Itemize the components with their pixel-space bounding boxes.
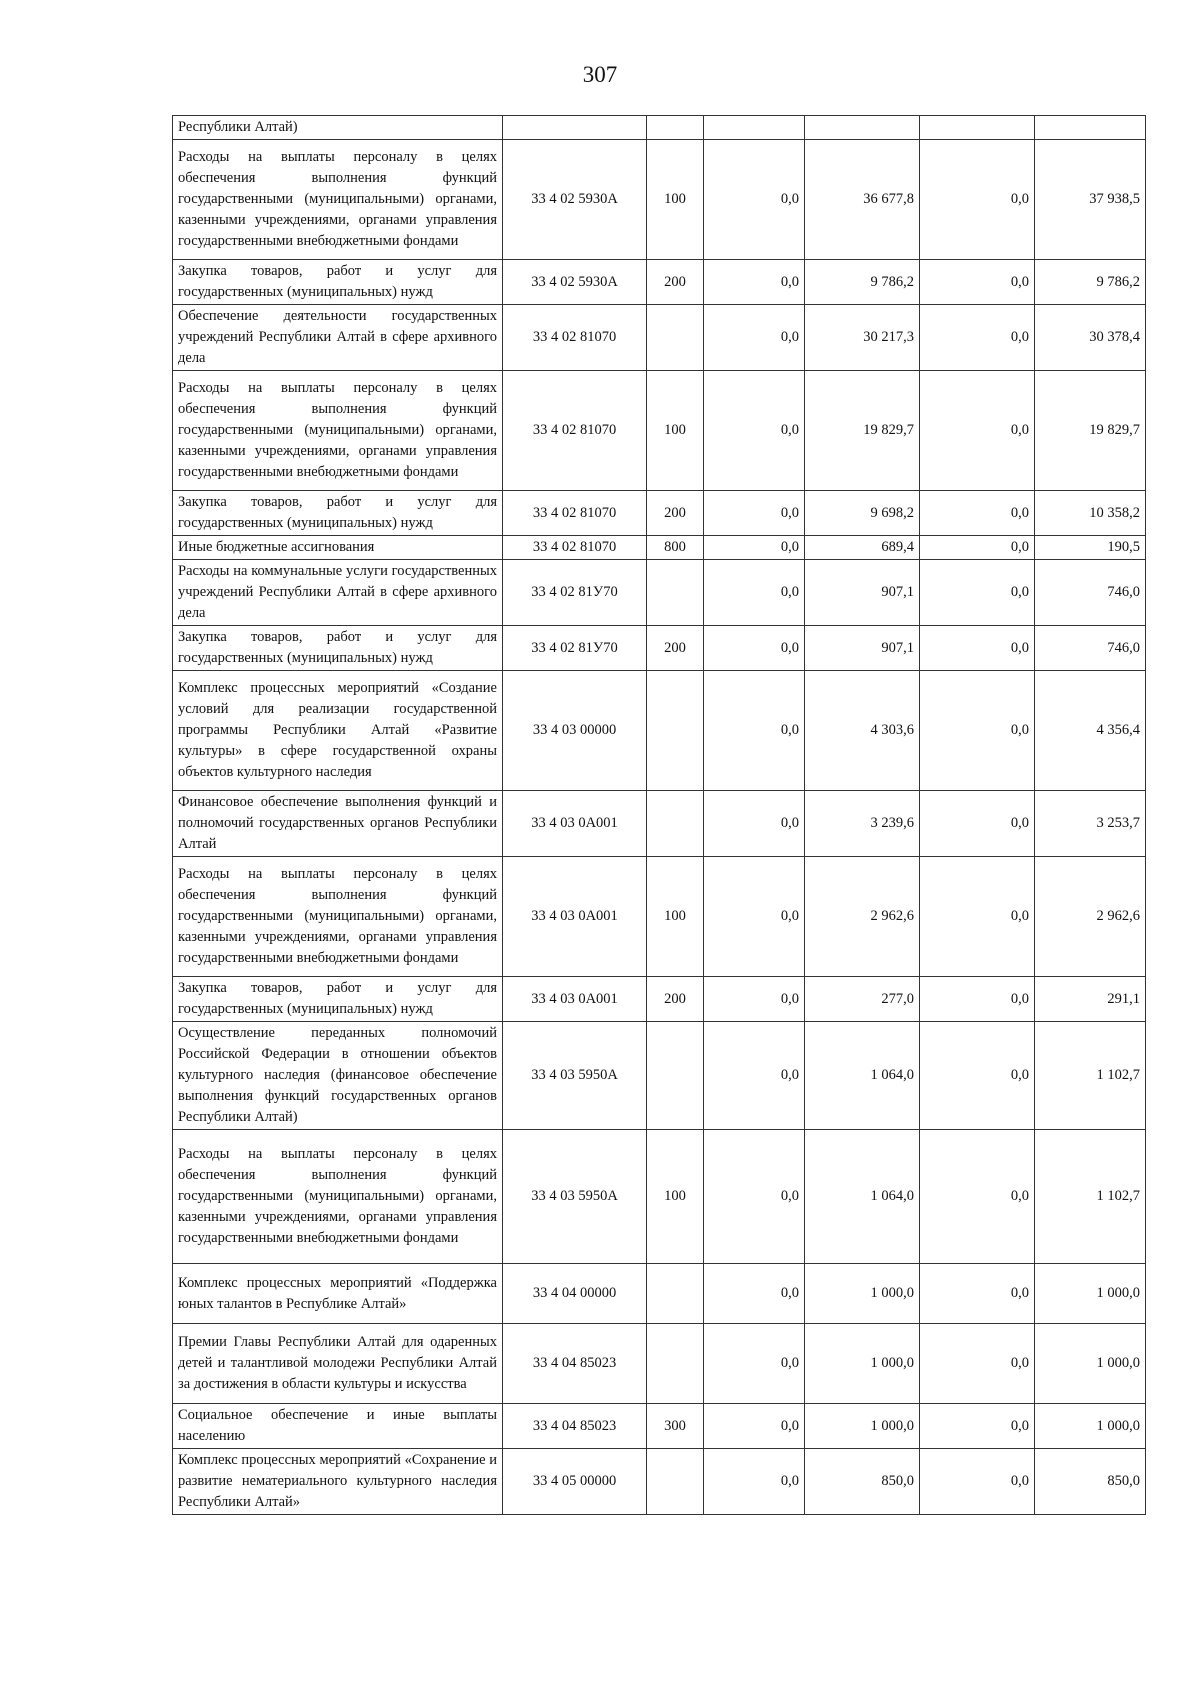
amount-cell-1: 0,0 [704, 857, 805, 977]
target-code-cell: 33 4 02 81У70 [503, 626, 647, 671]
amount-cell-1: 0,0 [704, 671, 805, 791]
amount-cell-1: 0,0 [704, 1264, 805, 1324]
row-name-cell: Комплекс процессных мероприятий «Создание условий для реализации государственной программы Республики Алтай «Развитие культуры» в сфере государственной охраны объектов культурного наследия [173, 671, 503, 791]
target-code-cell: 33 4 03 5950А [503, 1130, 647, 1264]
amount-cell-2: 36 677,8 [805, 140, 920, 260]
table-row [173, 626, 1146, 671]
amount-cell-2: 1 064,0 [805, 1130, 920, 1264]
expense-type-cell: 100 [647, 371, 704, 491]
table-row [173, 371, 1146, 491]
target-code-cell: 33 4 02 81070 [503, 491, 647, 536]
row-name-cell: Расходы на выплаты персоналу в целях обеспечения выполнения функций государственными (муниципальными) органами, казенными учреждениями, органами управления государственными внебюджетными фондами [173, 857, 503, 977]
expense-type-cell: 800 [647, 536, 704, 560]
amount-cell-2: 907,1 [805, 560, 920, 626]
row-name-cell: Закупка товаров, работ и услуг для государственных (муниципальных) нужд [173, 626, 503, 671]
amount-cell-4: 37 938,5 [1035, 140, 1146, 260]
budget-table-body [173, 116, 1146, 1515]
amount-cell-3: 0,0 [920, 977, 1035, 1022]
amount-cell-1: 0,0 [704, 560, 805, 626]
table-row [173, 1404, 1146, 1449]
amount-cell-2: 4 303,6 [805, 671, 920, 791]
row-name-cell: Расходы на коммунальные услуги государственных учреждений Республики Алтай в сфере архивного дела [173, 560, 503, 626]
amount-cell-3: 0,0 [920, 1130, 1035, 1264]
table-row [173, 977, 1146, 1022]
expense-type-cell: 200 [647, 491, 704, 536]
amount-cell-4: 1 000,0 [1035, 1264, 1146, 1324]
amount-cell-1 [704, 116, 805, 140]
amount-cell-2: 1 000,0 [805, 1324, 920, 1404]
row-name-cell: Комплекс процессных мероприятий «Поддержка юных талантов в Республике Алтай» [173, 1264, 503, 1324]
expense-type-cell: 300 [647, 1404, 704, 1449]
amount-cell-4: 746,0 [1035, 560, 1146, 626]
amount-cell-3 [920, 116, 1035, 140]
row-name-cell: Закупка товаров, работ и услуг для государственных (муниципальных) нужд [173, 491, 503, 536]
amount-cell-4 [1035, 116, 1146, 140]
amount-cell-1: 0,0 [704, 305, 805, 371]
target-code-cell: 33 4 02 5930А [503, 140, 647, 260]
table-row [173, 671, 1146, 791]
table-row [173, 491, 1146, 536]
expense-type-cell [647, 305, 704, 371]
expense-type-cell [647, 1022, 704, 1130]
amount-cell-2: 2 962,6 [805, 857, 920, 977]
amount-cell-1: 0,0 [704, 371, 805, 491]
row-name-cell: Расходы на выплаты персоналу в целях обеспечения выполнения функций государственными (муниципальными) органами, казенными учреждениями, органами управления государственными внебюджетными фондами [173, 1130, 503, 1264]
amount-cell-3: 0,0 [920, 1324, 1035, 1404]
row-name-cell: Республики Алтай) [173, 116, 503, 140]
target-code-cell: 33 4 02 81У70 [503, 560, 647, 626]
amount-cell-3: 0,0 [920, 1404, 1035, 1449]
amount-cell-3: 0,0 [920, 536, 1035, 560]
amount-cell-2 [805, 116, 920, 140]
amount-cell-3: 0,0 [920, 560, 1035, 626]
amount-cell-4: 291,1 [1035, 977, 1146, 1022]
amount-cell-2: 9 698,2 [805, 491, 920, 536]
amount-cell-2: 1 064,0 [805, 1022, 920, 1130]
table-row [173, 1324, 1146, 1404]
target-code-cell: 33 4 03 0А001 [503, 791, 647, 857]
expense-type-cell [647, 1264, 704, 1324]
row-name-cell: Комплекс процессных мероприятий «Сохранение и развитие нематериального культурного наследия Республики Алтай» [173, 1449, 503, 1515]
row-name-cell: Осуществление переданных полномочий Российской Федерации в отношении объектов культурного наследия (финансовое обеспечение выполнения функций государственных органов Республики Алтай) [173, 1022, 503, 1130]
amount-cell-4: 30 378,4 [1035, 305, 1146, 371]
amount-cell-2: 30 217,3 [805, 305, 920, 371]
amount-cell-3: 0,0 [920, 491, 1035, 536]
row-name-cell: Закупка товаров, работ и услуг для государственных (муниципальных) нужд [173, 977, 503, 1022]
amount-cell-2: 907,1 [805, 626, 920, 671]
amount-cell-1: 0,0 [704, 1449, 805, 1515]
row-name-cell: Иные бюджетные ассигнования [173, 536, 503, 560]
amount-cell-3: 0,0 [920, 1264, 1035, 1324]
amount-cell-3: 0,0 [920, 857, 1035, 977]
expense-type-cell [647, 1449, 704, 1515]
expense-type-cell [647, 671, 704, 791]
amount-cell-4: 9 786,2 [1035, 260, 1146, 305]
amount-cell-3: 0,0 [920, 305, 1035, 371]
amount-cell-4: 190,5 [1035, 536, 1146, 560]
expense-type-cell: 200 [647, 626, 704, 671]
amount-cell-4: 746,0 [1035, 626, 1146, 671]
amount-cell-4: 1 102,7 [1035, 1022, 1146, 1130]
target-code-cell: 33 4 03 0А001 [503, 857, 647, 977]
amount-cell-1: 0,0 [704, 626, 805, 671]
target-code-cell: 33 4 04 00000 [503, 1264, 647, 1324]
table-row [173, 116, 1146, 140]
amount-cell-1: 0,0 [704, 140, 805, 260]
amount-cell-2: 1 000,0 [805, 1404, 920, 1449]
page-number: 307 [582, 62, 618, 87]
amount-cell-2: 9 786,2 [805, 260, 920, 305]
amount-cell-4: 2 962,6 [1035, 857, 1146, 977]
amount-cell-2: 19 829,7 [805, 371, 920, 491]
amount-cell-1: 0,0 [704, 491, 805, 536]
target-code-cell: 33 4 02 81070 [503, 536, 647, 560]
target-code-cell: 33 4 03 5950А [503, 1022, 647, 1130]
amount-cell-3: 0,0 [920, 671, 1035, 791]
row-name-cell: Расходы на выплаты персоналу в целях обеспечения выполнения функций государственными (муниципальными) органами, казенными учреждениями, органами управления государственными внебюджетными фондами [173, 371, 503, 491]
amount-cell-4: 1 000,0 [1035, 1404, 1146, 1449]
amount-cell-1: 0,0 [704, 536, 805, 560]
amount-cell-2: 689,4 [805, 536, 920, 560]
amount-cell-2: 850,0 [805, 1449, 920, 1515]
amount-cell-1: 0,0 [704, 260, 805, 305]
row-name-cell: Закупка товаров, работ и услуг для государственных (муниципальных) нужд [173, 260, 503, 305]
amount-cell-1: 0,0 [704, 1404, 805, 1449]
table-row [173, 1264, 1146, 1324]
budget-table [172, 115, 1146, 1515]
expense-type-cell: 200 [647, 977, 704, 1022]
amount-cell-3: 0,0 [920, 140, 1035, 260]
amount-cell-4: 19 829,7 [1035, 371, 1146, 491]
amount-cell-1: 0,0 [704, 1324, 805, 1404]
target-code-cell: 33 4 02 5930А [503, 260, 647, 305]
expense-type-cell [647, 116, 704, 140]
expense-type-cell [647, 1324, 704, 1404]
amount-cell-1: 0,0 [704, 1022, 805, 1130]
expense-type-cell: 200 [647, 260, 704, 305]
row-name-cell: Обеспечение деятельности государственных учреждений Республики Алтай в сфере архивного дела [173, 305, 503, 371]
row-name-cell: Расходы на выплаты персоналу в целях обеспечения выполнения функций государственными (муниципальными) органами, казенными учреждениями, органами управления государственными внебюджетными фондами [173, 140, 503, 260]
amount-cell-2: 277,0 [805, 977, 920, 1022]
table-row [173, 260, 1146, 305]
table-row [173, 857, 1146, 977]
table-row [173, 140, 1146, 260]
amount-cell-3: 0,0 [920, 626, 1035, 671]
amount-cell-4: 3 253,7 [1035, 791, 1146, 857]
amount-cell-2: 1 000,0 [805, 1264, 920, 1324]
table-row [173, 1022, 1146, 1130]
amount-cell-3: 0,0 [920, 1449, 1035, 1515]
amount-cell-3: 0,0 [920, 791, 1035, 857]
expense-type-cell: 100 [647, 1130, 704, 1264]
table-row [173, 560, 1146, 626]
row-name-cell: Социальное обеспечение и иные выплаты населению [173, 1404, 503, 1449]
target-code-cell: 33 4 05 00000 [503, 1449, 647, 1515]
row-name-cell: Финансовое обеспечение выполнения функций и полномочий государственных органов Республики Алтай [173, 791, 503, 857]
table-row [173, 305, 1146, 371]
expense-type-cell [647, 560, 704, 626]
amount-cell-4: 10 358,2 [1035, 491, 1146, 536]
expense-type-cell: 100 [647, 140, 704, 260]
amount-cell-4: 1 000,0 [1035, 1324, 1146, 1404]
target-code-cell: 33 4 03 00000 [503, 671, 647, 791]
amount-cell-4: 850,0 [1035, 1449, 1146, 1515]
amount-cell-1: 0,0 [704, 977, 805, 1022]
amount-cell-3: 0,0 [920, 260, 1035, 305]
table-row [173, 1449, 1146, 1515]
amount-cell-1: 0,0 [704, 791, 805, 857]
expense-type-cell: 100 [647, 857, 704, 977]
target-code-cell: 33 4 04 85023 [503, 1324, 647, 1404]
amount-cell-3: 0,0 [920, 1022, 1035, 1130]
amount-cell-4: 1 102,7 [1035, 1130, 1146, 1264]
target-code-cell: 33 4 02 81070 [503, 305, 647, 371]
target-code-cell: 33 4 04 85023 [503, 1404, 647, 1449]
target-code-cell: 33 4 03 0А001 [503, 977, 647, 1022]
target-code-cell: 33 4 02 81070 [503, 371, 647, 491]
amount-cell-4: 4 356,4 [1035, 671, 1146, 791]
expense-type-cell [647, 791, 704, 857]
amount-cell-3: 0,0 [920, 371, 1035, 491]
amount-cell-2: 3 239,6 [805, 791, 920, 857]
table-row [173, 536, 1146, 560]
row-name-cell: Премии Главы Республики Алтай для одаренных детей и талантливой молодежи Республики Алтай за достижения в области культуры и искусства [173, 1324, 503, 1404]
table-row [173, 1130, 1146, 1264]
target-code-cell [503, 116, 647, 140]
amount-cell-1: 0,0 [704, 1130, 805, 1264]
table-row [173, 791, 1146, 857]
